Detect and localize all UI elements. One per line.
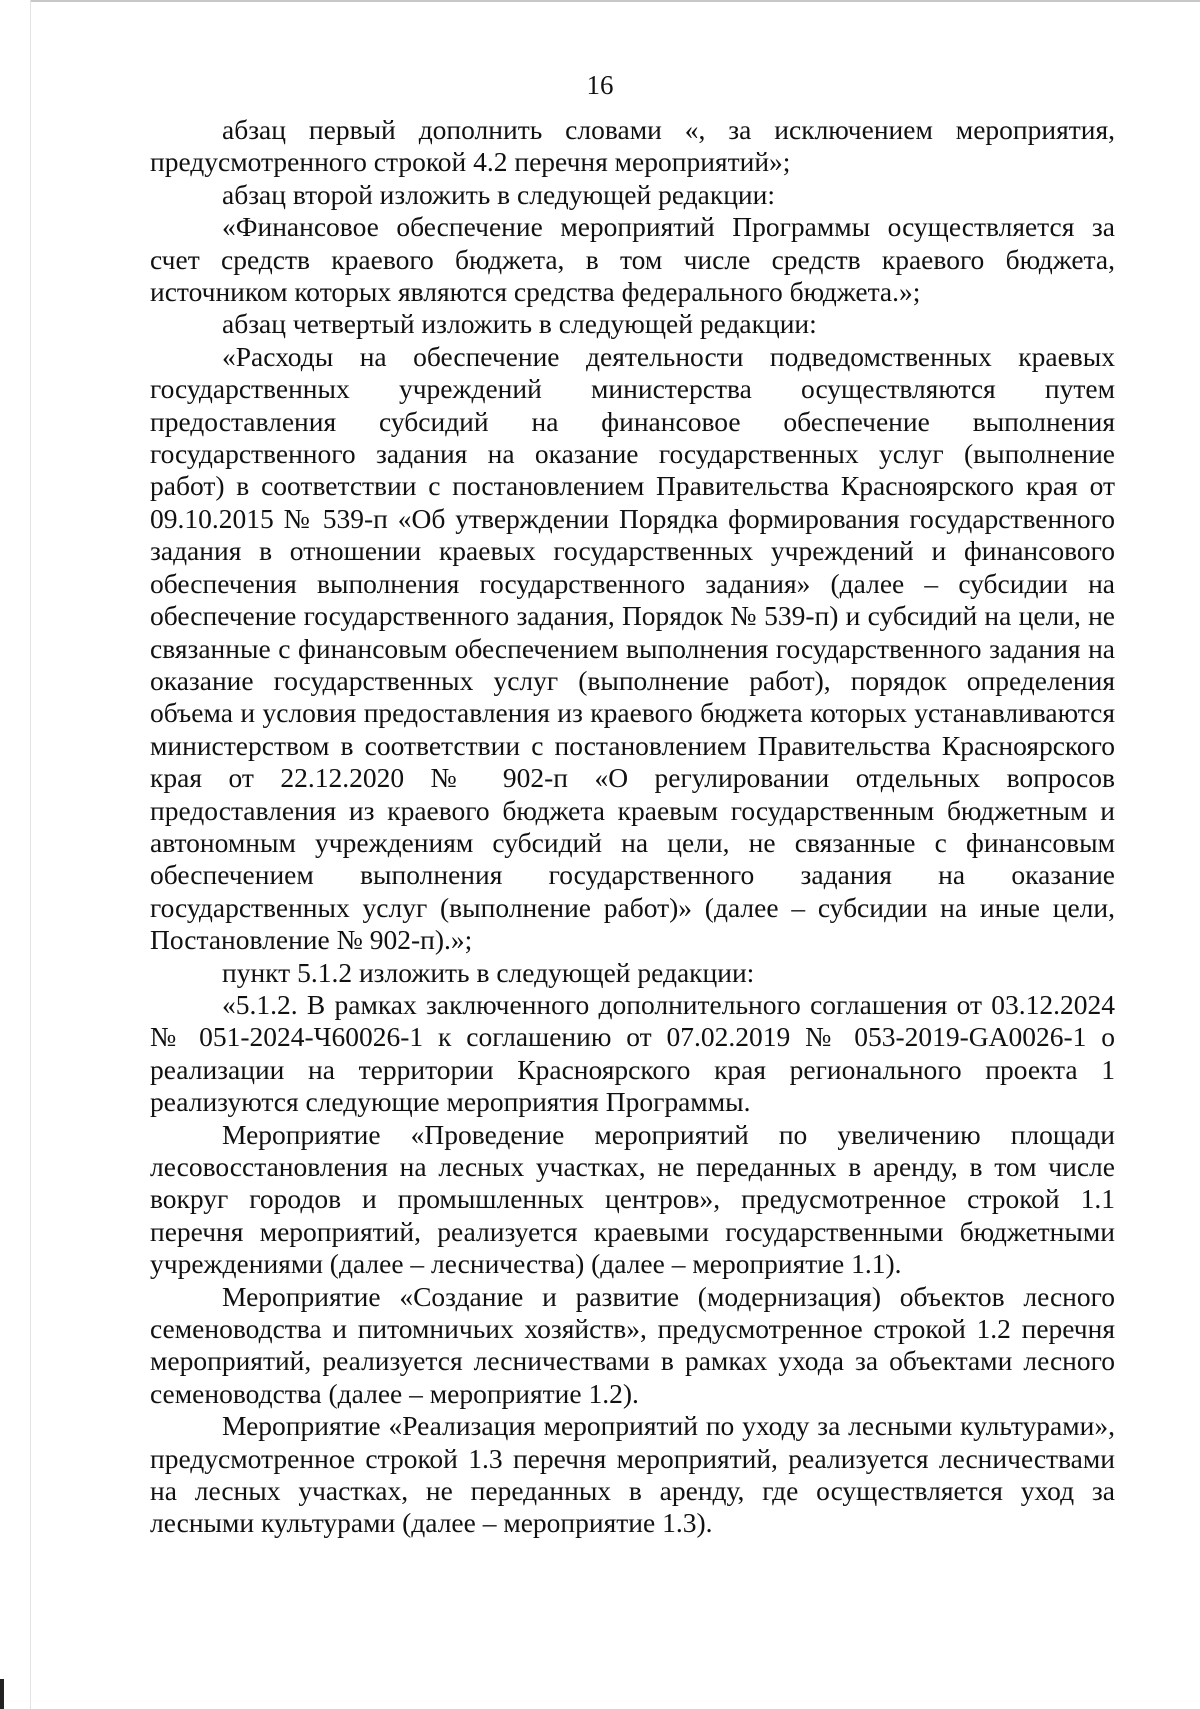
scan-edge-top (30, 0, 1200, 2)
paragraph: абзац первый дополнить словами «, за исключением мероприятия, предусмотренного строкой 4.2 перечня мероприятий»; (150, 114, 1115, 178)
paragraph: абзац второй изложить в следующей редакции: (222, 178, 776, 210)
scan-edge-left (30, 0, 31, 1709)
paragraph: абзац четвертый изложить в следующей редакции: (222, 308, 817, 340)
document-body (150, 114, 1115, 1540)
paragraph: «Финансовое обеспечение мероприятий Программы осуществляется за счет средств краевого бюджета, в том числе средств краевого бюджета, источником которых являются средства федерального бюджета.»; (150, 211, 1115, 308)
paragraph: «Расходы на обеспечение деятельности подведомственных краевых государственных учреждений министерства осуществляются путем предоставления субсидий на финансовое обеспечение выполнения государственного задания на оказание государственных услуг (выполнение работ) в соответствии с постановлением Правительства Красноярского края от 09.10.2015 № 539-п «Об утверждении Порядка формирования государственного задания в отношении краевых государственных учреждений и финансового обеспечения выполнения государственного задания» (далее – субсидии на обеспечение государственного задания, Порядок № 539-п) и субсидий на цели, не связанные с финансовым обеспечением выполнения государственного задания на оказание государственных услуг (выполнение работ), порядок определения объема и условия предоставления из краевого бюджета которых устанавливаются министерством в соответствии с постановлением Правительства Красноярского края от 22.12.2020 № 902-п «О регулировании отдельных вопросов предоставления из краевого бюджета краевым государственным бюджетным и автономным учреждениям субсидий на цели, не связанные с финансовым обеспечением выполнения государственного задания на оказание государственных услуг (выполнение работ)» (далее – субсидии на иные цели, Постановление № 902-п).»; (150, 340, 1115, 956)
paragraph: пункт 5.1.2 изложить в следующей редакции: (222, 956, 755, 988)
paragraph: «5.1.2. В рамках заключенного дополнительного соглашения от 03.12.2024 № 051-2024-Ч60026-1 к соглашению от 07.02.2019 № 053-2019-GA0026-1 о реализации на территории Красноярского края регионального проекта 1 реализуются следующие мероприятия Программы. (150, 988, 1115, 1118)
scan-mark (0, 1679, 4, 1709)
paragraph: Мероприятие «Реализация мероприятий по уходу за лесными культурами», предусмотренное строкой 1.3 перечня мероприятий, реализуется лесничествами на лесных участках, не переданных в аренду, где осуществляется уход за лесными культурами (далее – мероприятие 1.3). (150, 1410, 1115, 1539)
page-number: 16 (586, 70, 614, 100)
paragraph: Мероприятие «Создание и развитие (модернизация) объектов лесного семеноводства и питомничьих хозяйств», предусмотренное строкой 1.2 перечня мероприятий, реализуется лесничествами в рамках ухода за объектами лесного семеноводства (далее – мероприятие 1.2). (150, 1280, 1115, 1409)
paragraph: Мероприятие «Проведение мероприятий по увеличению площади лесовосстановления на лесных участках, не переданных в аренду, в том числе вокруг городов и промышленных центров», предусмотренное строкой 1.1 перечня мероприятий, реализуется краевыми государственными бюджетными учреждениями (далее – лесничества) (далее – мероприятие 1.1). (150, 1118, 1115, 1280)
